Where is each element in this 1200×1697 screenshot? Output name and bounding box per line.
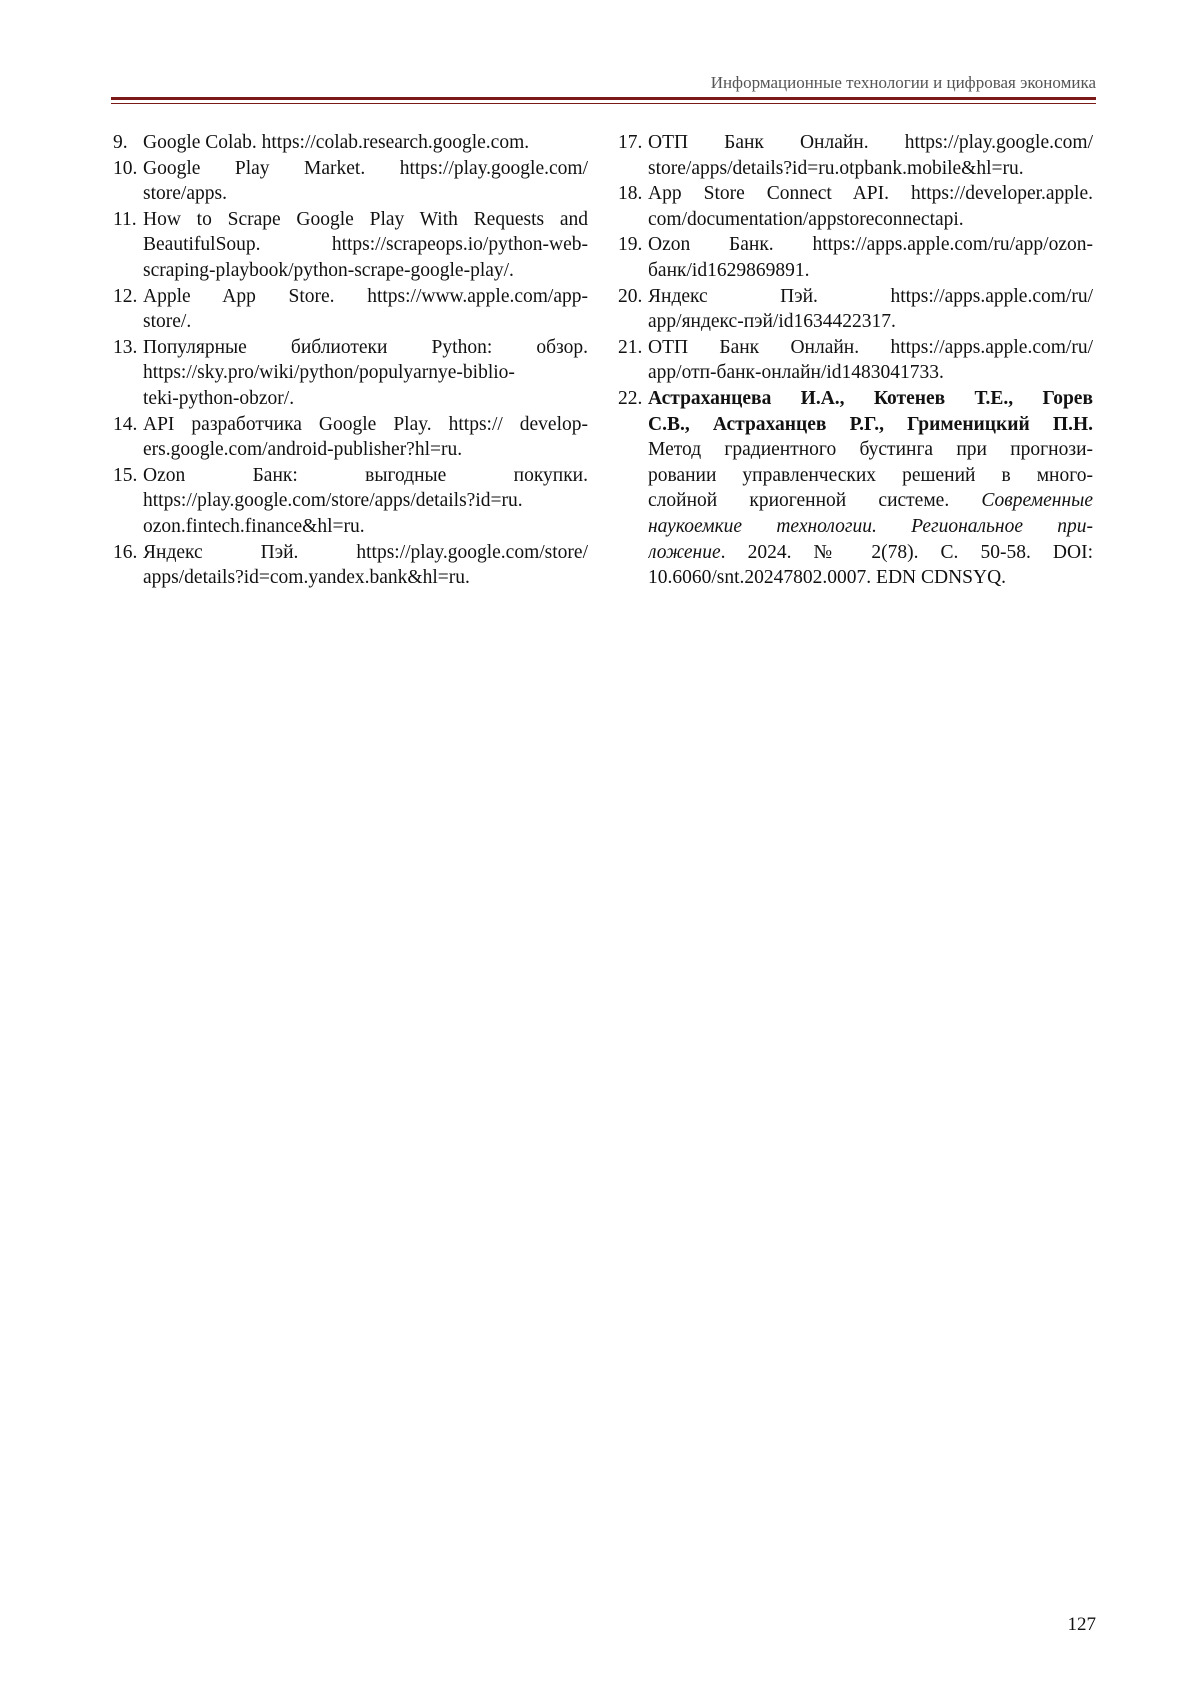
reference-number: 21. bbox=[618, 336, 643, 358]
reference-text bbox=[143, 335, 588, 412]
reference-journal-start: Современные bbox=[981, 490, 1093, 512]
reference-line: Яндекс Пэй. https://apps.apple.com/ru/ bbox=[648, 285, 1093, 307]
reference-text bbox=[648, 335, 1093, 386]
reference-line: app/отп-банк-онлайн/id1483041733. bbox=[648, 362, 944, 384]
reference-item bbox=[618, 181, 1093, 232]
reference-text bbox=[648, 232, 1093, 283]
reference-line: ers.google.com/android-publisher?hl=ru. bbox=[143, 439, 463, 461]
reference-number: 15. bbox=[113, 464, 138, 486]
reference-item bbox=[113, 130, 588, 156]
reference-text bbox=[143, 156, 588, 207]
reference-item bbox=[113, 540, 588, 591]
reference-text bbox=[143, 130, 588, 156]
reference-item bbox=[618, 386, 1093, 591]
reference-number: 11. bbox=[113, 208, 137, 230]
reference-number: 10. bbox=[113, 157, 138, 179]
reference-line: https://sky.pro/wiki/python/populyarnye-biblio- bbox=[143, 362, 515, 384]
reference-text bbox=[648, 181, 1093, 232]
reference-title-line-2: ровании управленческих решений в много- bbox=[648, 464, 1093, 486]
reference-item bbox=[618, 232, 1093, 283]
reference-line: ОТП Банк Онлайн. https://apps.apple.com/ru/ bbox=[648, 336, 1093, 358]
reference-number: 9. bbox=[113, 132, 128, 153]
reference-title-line-3 bbox=[648, 488, 1093, 514]
reference-line: com/documentation/appstoreconnectapi. bbox=[648, 208, 964, 230]
reference-item bbox=[113, 412, 588, 463]
reference-number: 22. bbox=[618, 387, 643, 409]
reference-text bbox=[648, 284, 1093, 335]
reference-number: 17. bbox=[618, 132, 643, 153]
reference-line: Apple App Store. https://www.apple.com/app- bbox=[143, 285, 588, 307]
reference-text bbox=[648, 386, 1093, 591]
reference-line: store/. bbox=[143, 311, 192, 333]
reference-journal-end: ложение bbox=[648, 541, 721, 563]
reference-text bbox=[143, 463, 588, 540]
reference-line: Яндекс Пэй. https://play.google.com/store/ bbox=[143, 541, 588, 563]
reference-line: scraping-playbook/python-scrape-google-play/. bbox=[143, 259, 514, 281]
reference-number: 16. bbox=[113, 541, 138, 563]
header-rule-thin bbox=[111, 103, 1096, 104]
reference-line: teki-python-obzor/. bbox=[143, 387, 295, 409]
reference-number: 18. bbox=[618, 183, 643, 205]
reference-number: 13. bbox=[113, 336, 138, 358]
references-right-column bbox=[618, 130, 1093, 591]
page-number: 127 bbox=[1067, 1614, 1096, 1635]
reference-text bbox=[143, 412, 588, 463]
reference-title-end: слойной криогенной системе. bbox=[648, 490, 982, 512]
reference-number: 19. bbox=[618, 234, 643, 256]
reference-line: How to Scrape Google Play With Requests and bbox=[143, 208, 588, 230]
reference-line: https://play.google.com/store/apps/details?id=ru. bbox=[143, 490, 523, 512]
running-header: Информационные технологии и цифровая экономика bbox=[710, 73, 1096, 92]
reference-authors-line-1: Астраханцева И.А., Котенев Т.Е., Горев bbox=[648, 387, 1093, 409]
reference-line: банк/id1629869891. bbox=[648, 259, 810, 281]
references-left-column bbox=[113, 130, 588, 591]
reference-line: Google Colab. https://colab.research.google.com. bbox=[143, 132, 530, 153]
reference-number: 12. bbox=[113, 285, 138, 307]
reference-text bbox=[648, 130, 1093, 181]
reference-authors-line-2: С.В., Астраханцев Р.Г., Грименицкий П.Н. bbox=[648, 413, 1093, 435]
reference-journal-line: наукоемкие технологии. Региональное при- bbox=[648, 515, 1093, 537]
reference-line: Google Play Market. https://play.google.com/ bbox=[143, 157, 588, 179]
reference-line: API разработчика Google Play. https:// develop- bbox=[143, 413, 588, 435]
reference-line: App Store Connect API. https://developer.apple. bbox=[648, 183, 1093, 205]
reference-item bbox=[113, 335, 588, 412]
reference-item bbox=[113, 207, 588, 284]
reference-text bbox=[143, 207, 588, 284]
reference-text bbox=[143, 540, 588, 591]
reference-line: ОТП Банк Онлайн. https://play.google.com/ bbox=[648, 132, 1093, 153]
reference-doi-line: 10.6060/snt.20247802.0007. EDN CDNSYQ. bbox=[648, 567, 1007, 589]
reference-item bbox=[618, 335, 1093, 386]
reference-journal-details bbox=[648, 540, 1093, 566]
references-right-list bbox=[618, 130, 1093, 386]
reference-line: Ozon Банк: выгодные покупки. bbox=[143, 464, 588, 486]
reference-line: store/apps. bbox=[143, 183, 227, 205]
reference-number: 20. bbox=[618, 285, 643, 307]
reference-line: apps/details?id=com.yandex.bank&hl=ru. bbox=[143, 567, 470, 589]
reference-line: BeautifulSoup. https://scrapeops.io/python-web- bbox=[143, 234, 588, 256]
reference-line: ozon.fintech.finance&hl=ru. bbox=[143, 515, 365, 537]
reference-item bbox=[618, 130, 1093, 181]
reference-line: app/яндекс-пэй/id1634422317. bbox=[648, 311, 896, 333]
reference-item bbox=[113, 463, 588, 540]
reference-line: Популярные библиотеки Python: обзор. bbox=[143, 336, 588, 358]
reference-line: store/apps/details?id=ru.otpbank.mobile&hl=ru. bbox=[648, 157, 1024, 179]
reference-item bbox=[113, 156, 588, 207]
reference-title-line-1: Метод градиентного бустинга при прогнози- bbox=[648, 439, 1093, 461]
reference-number: 14. bbox=[113, 413, 138, 435]
reference-line: Ozon Банк. https://apps.apple.com/ru/app/ozon- bbox=[648, 234, 1093, 256]
header-rule bbox=[111, 97, 1096, 100]
reference-item bbox=[618, 284, 1093, 335]
reference-item bbox=[113, 284, 588, 335]
reference-text bbox=[143, 284, 588, 335]
reference-issue: . 2024. № 2(78). С. 50-58. DOI: bbox=[720, 541, 1093, 563]
